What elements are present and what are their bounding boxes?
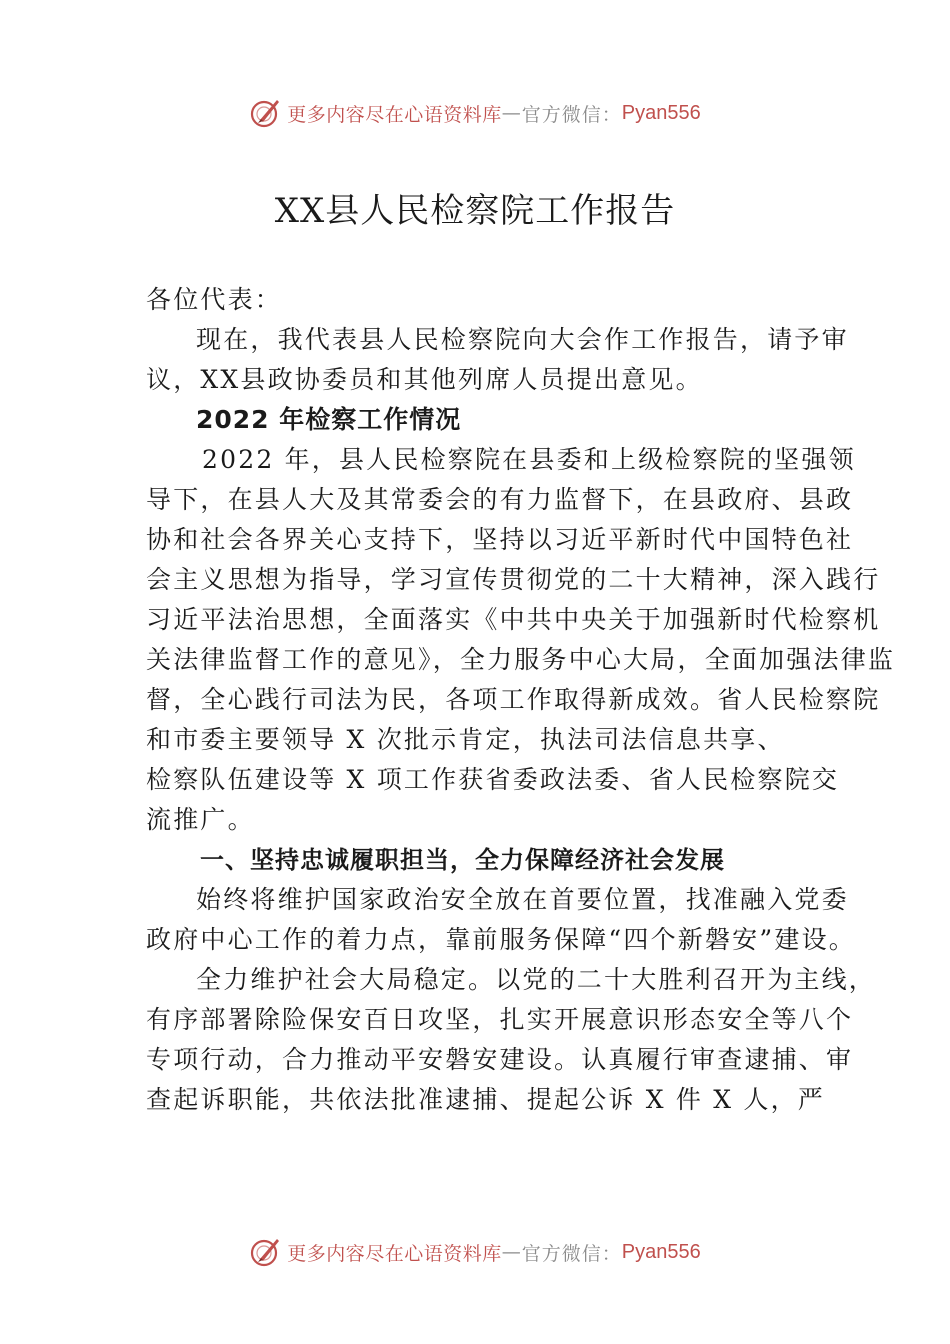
paragraph-line: 关法律监督工作的意见》，全力服务中心大局，全面加强法律监 <box>146 645 896 674</box>
watermark-banner-bottom <box>0 1232 950 1272</box>
paragraph-line: 议，XX县政协委员和其他列席人员提出意见。 <box>146 365 703 394</box>
watermark-dash: — <box>501 102 522 124</box>
paragraph-line: 督，全心践行司法为民，各项工作取得新成效。省人民检察院 <box>146 685 881 714</box>
paragraph-line: 查起诉职能，共依法批准逮捕、提起公诉 X 件 X 人，严 <box>146 1085 825 1114</box>
watermark-dash: — <box>501 1241 522 1263</box>
paragraph-line: 始终将维护国家政治安全放在首要位置，找准融入党委 <box>196 885 849 914</box>
paragraph-line: 专项行动，合力推动平安磐安建设。认真履行审查逮捕、审 <box>146 1045 854 1074</box>
paragraph-line: 会主义思想为指导，学习宣传贯彻党的二十大精神，深入践行 <box>146 565 881 594</box>
document-title: XX县人民检察院工作报告 <box>274 191 676 231</box>
watermark-label: 官方微信： <box>521 1242 622 1265</box>
paragraph-line: 导下，在县人大及其常委会的有力监督下，在县政府、县政 <box>146 485 854 514</box>
paragraph-line: 流推广。 <box>146 805 255 834</box>
section-heading: 一、坚持忠诚履职担当，全力保障经济社会发展 <box>200 846 725 874</box>
paragraph-line: 全力维护社会大局稳定。以党的二十大胜利召开为主线， <box>196 965 877 994</box>
watermark-brand-text: 更多内容尽在心语资料库 <box>287 103 502 126</box>
quill-logo-icon <box>249 96 283 130</box>
watermark-banner-top <box>0 93 950 133</box>
quill-logo-icon <box>249 1235 283 1269</box>
paragraph-line: 习近平法治思想，全面落实《中共中央关于加强新时代检察机 <box>146 605 881 634</box>
salutation: 各位代表： <box>146 285 283 314</box>
paragraph-line: 现在，我代表县人民检察院向大会作工作报告，请予审 <box>196 325 849 354</box>
paragraph-line: 检察队伍建设等 X 项工作获省委政法委、省人民检察院交 <box>146 765 840 794</box>
paragraph-line: 有序部署除险保安百日攻坚，扎实开展意识形态安全等八个 <box>146 1005 854 1034</box>
paragraph-line: 2022 年，县人民检察院在县委和上级检察院的坚强领 <box>202 445 856 474</box>
paragraph-line: 政府中心工作的着力点，靠前服务保障“四个新磐安”建设。 <box>146 925 856 954</box>
watermark-label: 官方微信： <box>521 103 622 126</box>
paragraph-line: 和市委主要领导 X 次批示肯定，执法司法信息共享、 <box>146 725 785 754</box>
section-heading: 2022 年检察工作情况 <box>196 405 462 434</box>
watermark-handle: Pyan556 <box>621 101 701 124</box>
paragraph-line: 协和社会各界关心支持下，坚持以习近平新时代中国特色社 <box>146 525 854 554</box>
watermark-handle: Pyan556 <box>621 1240 701 1263</box>
watermark-brand-text: 更多内容尽在心语资料库 <box>287 1242 502 1265</box>
